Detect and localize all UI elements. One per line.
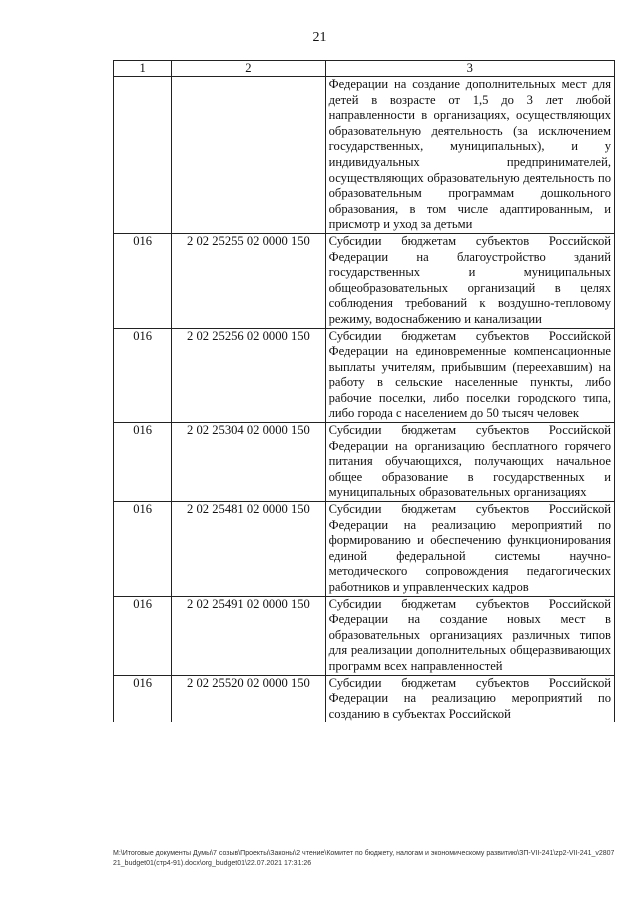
- column-header-1: 1: [114, 61, 172, 77]
- table-row: [114, 596, 615, 675]
- revenue-name-cell: Субсидии бюджетам субъектов Российской Федерации на благоустройство зданий государственных и муниципальных общеобразовательных организаций в целях соблюдения требований к воздушно-тепловому режиму, водоснабжению и канализации: [325, 233, 614, 328]
- admin-code-cell: 016: [114, 233, 172, 328]
- admin-code-cell: [114, 77, 172, 234]
- table-header-row: [114, 61, 615, 77]
- budget-code-cell: 2 02 25520 02 0000 150: [172, 675, 325, 722]
- budget-code-cell: 2 02 25255 02 0000 150: [172, 233, 325, 328]
- column-header-3: 3: [325, 61, 614, 77]
- budget-code-cell: [172, 77, 325, 234]
- admin-code-cell: 016: [114, 328, 172, 423]
- revenue-name-cell: Субсидии бюджетам субъектов Российской Федерации на организацию бесплатного горячего питания обучающихся, получающих начальное общее образование в государственных и муниципальных образовательных организациях: [325, 423, 614, 502]
- revenue-name-cell: Субсидии бюджетам субъектов Российской Федерации на создание новых мест в образовательных организациях различных типов для реализации дополнительных общеразвивающих программ всех направленностей: [325, 596, 614, 675]
- admin-code-cell: 016: [114, 502, 172, 597]
- table-row: [114, 233, 615, 328]
- table-row-continuation: [114, 77, 615, 234]
- budget-code-cell: 2 02 25481 02 0000 150: [172, 502, 325, 597]
- footer-file-path: M:\Итоговые документы Думы\7 созыв\Проекты\Законы\2 чтение\Комитет по бюджету, налогам и экономическому развитию\ЗП-VII-241\zp2-VII-241_v280721_budget01(стр4-91).docx\org_budget01\22.07.2021 17:31:26: [113, 850, 615, 867]
- table-row: [114, 675, 615, 722]
- admin-code-cell: 016: [114, 423, 172, 502]
- admin-code-cell: 016: [114, 596, 172, 675]
- revenue-name-cell: Федерации на создание дополнительных мест для детей в возрасте от 1,5 до 3 лет любой направленности в организациях, осуществляющих образовательную деятельность (за исключением государственных, муниципальных), и у индивидуальных предпринимателей, осуществляющих образовательную деятельность по образовательным программам дошкольного образования, в том числе адаптированным, и присмотр и уход за детьми: [325, 77, 614, 234]
- table-row: [114, 423, 615, 502]
- budget-code-cell: 2 02 25256 02 0000 150: [172, 328, 325, 423]
- budget-code-cell: 2 02 25491 02 0000 150: [172, 596, 325, 675]
- revenue-name-cell: Субсидии бюджетам субъектов Российской Федерации на реализацию мероприятий по созданию в субъектах Российской: [325, 675, 614, 722]
- table-row: [114, 328, 615, 423]
- admin-code-cell: 016: [114, 675, 172, 722]
- page-number: 21: [312, 30, 327, 45]
- revenue-name-cell: Субсидии бюджетам субъектов Российской Федерации на единовременные компенсационные выплаты учителям, прибывшим (переехавшим) на работу в сельские населенные пункты, либо рабочие поселки, либо поселки городского типа, либо города с населением до 50 тысяч человек: [325, 328, 614, 423]
- table-row: [114, 502, 615, 597]
- column-header-2: 2: [172, 61, 325, 77]
- budget-code-cell: 2 02 25304 02 0000 150: [172, 423, 325, 502]
- budget-revenue-table: [113, 60, 615, 722]
- revenue-name-cell: Субсидии бюджетам субъектов Российской Федерации на реализацию мероприятий по формированию и обеспечению функционирования единой федеральной системы научно-методического сопровождения педагогических работников и управленческих кадров: [325, 502, 614, 597]
